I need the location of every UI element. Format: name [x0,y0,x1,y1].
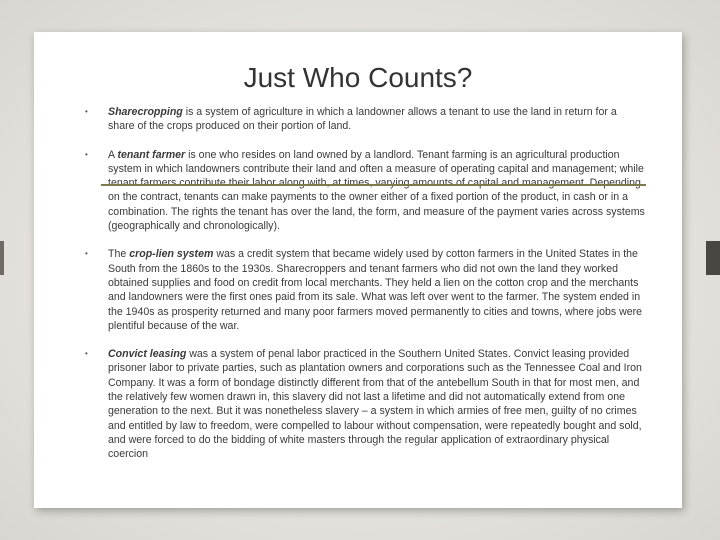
bullet-text: is a system of agriculture in which a landowner allows a tenant to use the land in return for a share of the crops produced on their portion of land. [108,106,617,133]
bullet-marker: • [85,107,88,116]
term-crop-lien-system: crop-lien system [129,248,214,261]
left-edge-tab [0,241,4,275]
bullet-item-sharecropping [85,105,645,134]
bullet-item-tenant-farmer [85,148,645,234]
bullet-marker: • [85,149,88,159]
term-convict-leasing: Convict leasing [108,348,187,361]
right-edge-tab [706,241,720,275]
term-tenant-farmer: tenant farmer [117,148,186,161]
bullet-item-crop-lien [85,247,645,333]
term-sharecropping: Sharecropping [108,106,183,118]
bullet-marker: • [85,249,88,259]
bullet-prefix: The [108,248,130,261]
slide-title: Just Who Counts? [243,62,473,93]
bullet-text: was a system of penal labor practiced in the Southern United States. Convict leasing provided prisoner labor to private parties, such as plantation owners and corporations such as the Tennessee Coal and Iron Company. It was a form of bondage distinctly different from that of the antebellum South in that for most men, and the relatively few women drawn in, this slavery did not last a lifetime and did not automatically extend from one generation to the next. But it was nonetheless slavery – a system in which armies of free men, guilty of no crimes and entitled by law to freedom, were compelled to labour without compensation, were repeatedly bought and sold, and were forced to do the bidding of white masters through the regular application of extraordinary physical coercion [108,348,642,461]
bullet-list [85,105,645,476]
bullet-marker: • [85,349,88,359]
bullet-prefix: A [108,148,118,161]
bullet-text: was a credit system that became widely used by cotton farmers in the United States in the South from the 1860s to the 1930s. Sharecroppers and tenant farmers who did not own the land they worked obtained supplies and food on credit from local merchants. They held a lien on the cotton crop and the merchants and landowners were the first ones paid from its sale. What was left over went to the farmer. The system ended in the 1940s as prosperity returned and many poor farmers moved permanently to cities and towns, where jobs were plentiful because of the war. [108,248,643,332]
bullet-item-convict-leasing [85,347,645,461]
underline-mark [101,184,646,186]
bullet-text: is one who resides on land owned by a landlord. Tenant farming is an agricultural production system in which landowners contribute their land and often a measure of operating capital and management; while on the contract, tenants can make payments to the owner either of a fixed portion of the product, in cash or in a combination. The rights the tenant has over the land, the form, and measure of the payment varies across systems (geographically and chronologically). [108,148,645,233]
